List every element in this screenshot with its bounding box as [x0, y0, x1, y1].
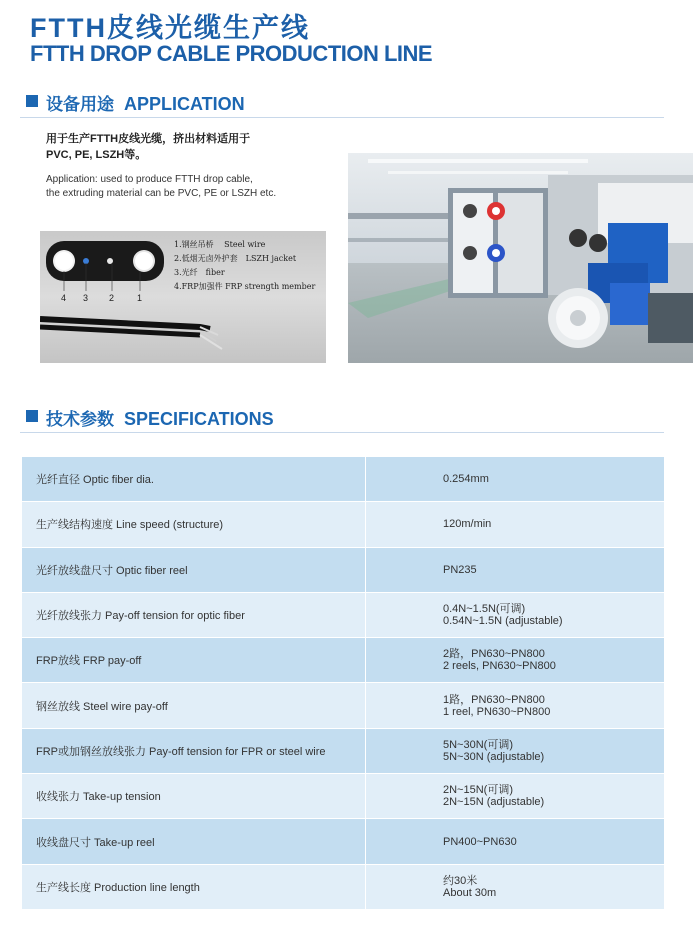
column-divider [365, 729, 366, 773]
spec-value [443, 593, 563, 637]
application-desc-cn-line1: 用于生产FTTH皮线光缆，挤出材料适用于 [46, 133, 251, 145]
table-row [22, 457, 664, 502]
spec-value [443, 819, 517, 863]
table-row [22, 729, 664, 774]
cable-number-1: 1 [137, 293, 143, 303]
table-row [22, 593, 664, 638]
spec-value-line1: 120m/min [443, 518, 492, 531]
spec-value-line2: 0.54N~1.5N (adjustable) [443, 615, 563, 628]
specifications-table [22, 457, 664, 910]
section-bullet-icon [26, 95, 38, 107]
factory-illustration [348, 153, 693, 363]
spec-value [443, 729, 544, 773]
table-row [22, 819, 664, 864]
spec-value-line2: About 30m [443, 886, 497, 899]
spec-name: 生产线长度 Production line length [36, 881, 200, 894]
spec-value-line2: 5N~30N (adjustable) [443, 750, 545, 763]
application-desc-cn-line2: PVC, PE, LSZH等。 [46, 149, 147, 161]
spec-value [443, 502, 491, 546]
spec-value-line1: 约30米 [443, 874, 478, 887]
cable-legend-item-1: 1.钢丝吊桥 Steel wire [174, 240, 266, 249]
section-bullet-icon [26, 410, 38, 422]
column-divider [365, 502, 366, 546]
column-divider [365, 774, 366, 818]
table-row [22, 774, 664, 819]
production-line-photo [348, 153, 693, 363]
cable-legend-item-2: 2.低烟无卤外护套 LSZH jacket [174, 254, 297, 263]
column-divider [365, 548, 366, 592]
spec-name: 收线盘尺寸 Take-up reel [36, 836, 155, 849]
page-title-cn: FTTH皮线光缆生产线 [30, 13, 310, 43]
spec-value [443, 774, 544, 818]
application-heading-en: APPLICATION [124, 94, 245, 114]
spec-name: 生产线结构速度 Line speed (structure) [36, 519, 224, 532]
spec-name: FRP或加钢丝放线张力 Pay-off tension for FPR or steel wire [36, 745, 326, 758]
spec-value-line1: 1路，PN630~PN800 [443, 693, 545, 706]
application-desc-en-line2: the extruding material can be PVC, PE or LSZH etc. [46, 188, 277, 199]
table-row [22, 683, 664, 728]
cable-legend-item-3: 3.光纤 fiber [174, 268, 225, 277]
specifications-section-header [0, 405, 664, 429]
spec-value [443, 457, 489, 501]
spec-value [443, 548, 477, 592]
column-divider [365, 457, 366, 501]
spec-value-line1: 2路，PN630~PN800 [443, 648, 545, 661]
table-row [22, 548, 664, 593]
application-desc-en-line1: Application: used to produce FTTH drop cable, [46, 174, 253, 185]
spec-name: 光纤直径 Optic fiber dia. [36, 474, 154, 487]
spec-value-line1: 0.4N~1.5N(可调) [443, 603, 526, 616]
specifications-heading-cn: 技术参数 [46, 410, 114, 429]
table-row [22, 865, 664, 910]
spec-value-line1: 5N~30N(可调) [443, 738, 513, 751]
spec-value-line1: 0.254mm [443, 473, 489, 486]
cable-legend-item-4: 4.FRP加强件 FRP strength member [174, 282, 316, 291]
spec-name: FRP放线 FRP pay-off [36, 655, 142, 668]
cable-cross-section-image [40, 231, 326, 363]
spec-name: 光纤放线张力 Pay-off tension for optic fiber [36, 610, 245, 623]
spec-value [443, 865, 496, 909]
spec-value [443, 638, 556, 682]
spec-value-line1: PN400~PN630 [443, 835, 517, 848]
cable-number-3: 3 [83, 293, 89, 303]
application-desc-en [46, 173, 336, 201]
specifications-heading [46, 405, 274, 430]
spec-value [443, 683, 550, 727]
application-desc-cn [46, 131, 336, 163]
column-divider [365, 683, 366, 727]
application-heading [46, 90, 245, 115]
column-divider [365, 638, 366, 682]
application-section-header [0, 90, 664, 114]
section-divider [20, 117, 664, 118]
cable-number-2: 2 [109, 293, 115, 303]
column-divider [365, 819, 366, 863]
spec-value-line1: 2N~15N(可调) [443, 784, 513, 797]
spec-value-line2: 2N~15N (adjustable) [443, 796, 545, 809]
spec-name: 光纤放线盘尺寸 Optic fiber reel [36, 564, 188, 577]
spec-name: 钢丝放线 Steel wire pay-off [36, 700, 168, 713]
application-heading-cn: 设备用途 [46, 95, 114, 114]
page-title-en: FTTH DROP CABLE PRODUCTION LINE [30, 41, 433, 66]
table-row [22, 638, 664, 683]
column-divider [365, 865, 366, 909]
cable-number-4: 4 [61, 293, 67, 303]
column-divider [365, 593, 366, 637]
spec-name: 收线张力 Take-up tension [36, 791, 161, 804]
specifications-heading-en: SPECIFICATIONS [124, 409, 274, 429]
table-row [22, 502, 664, 547]
spec-value-line2: 1 reel, PN630~PN800 [443, 705, 551, 718]
spec-value-line1: PN235 [443, 563, 477, 576]
section-divider [20, 432, 664, 433]
spec-value-line2: 2 reels, PN630~PN800 [443, 660, 556, 673]
